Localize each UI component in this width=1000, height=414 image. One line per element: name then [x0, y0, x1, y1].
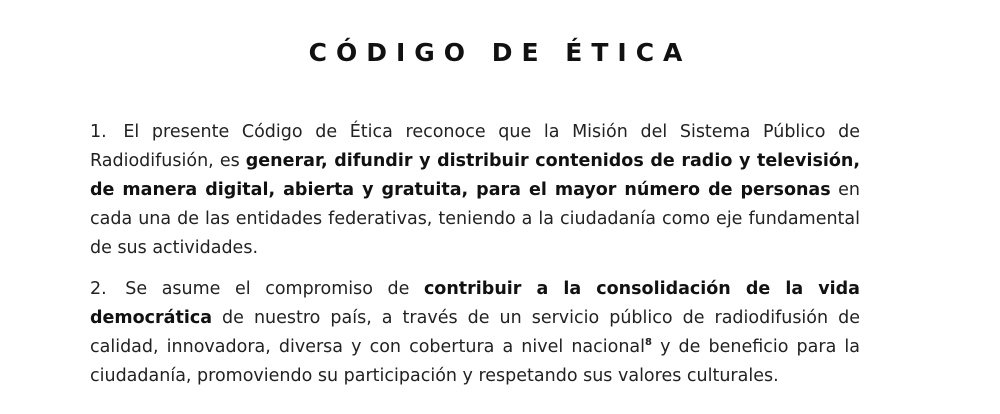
document-title: CÓDIGO DE ÉTICA: [308, 38, 692, 67]
paragraph-text: de nuestro país, a través de un servicio público de radiodifusión de calidad, innovadora, diversa y con cobertura a nivel nacional: [90, 308, 860, 357]
paragraph-number: 2.: [90, 279, 107, 299]
paragraph-emphasis: contribuir a la consolidación de la vida democrática: [90, 279, 860, 328]
paragraph-number: 1.: [90, 122, 107, 142]
paragraph-text: Se asume el compromiso de: [125, 279, 424, 299]
paragraph-text: El presente Código de Ética reconoce que la Misión del Sistema Público de Radiodifusión, es: [90, 122, 860, 171]
paragraph-2: [90, 275, 860, 391]
paragraph-text: y de beneficio para la ciudadanía, promoviendo su participación y respetando sus valores culturales.: [90, 337, 860, 386]
footnote-reference[interactable]: 8: [645, 337, 652, 349]
paragraph-1: [90, 118, 860, 263]
paragraph-text: en cada una de las entidades federativas, teniendo a la ciudadanía como eje fundamental de sus actividades.: [90, 180, 860, 258]
paragraph-emphasis: generar, difundir y distribuir contenidos de radio y televisión, de manera digital, abierta y gratuita, para el mayor número de personas: [90, 151, 861, 200]
document-body: [90, 118, 860, 403]
